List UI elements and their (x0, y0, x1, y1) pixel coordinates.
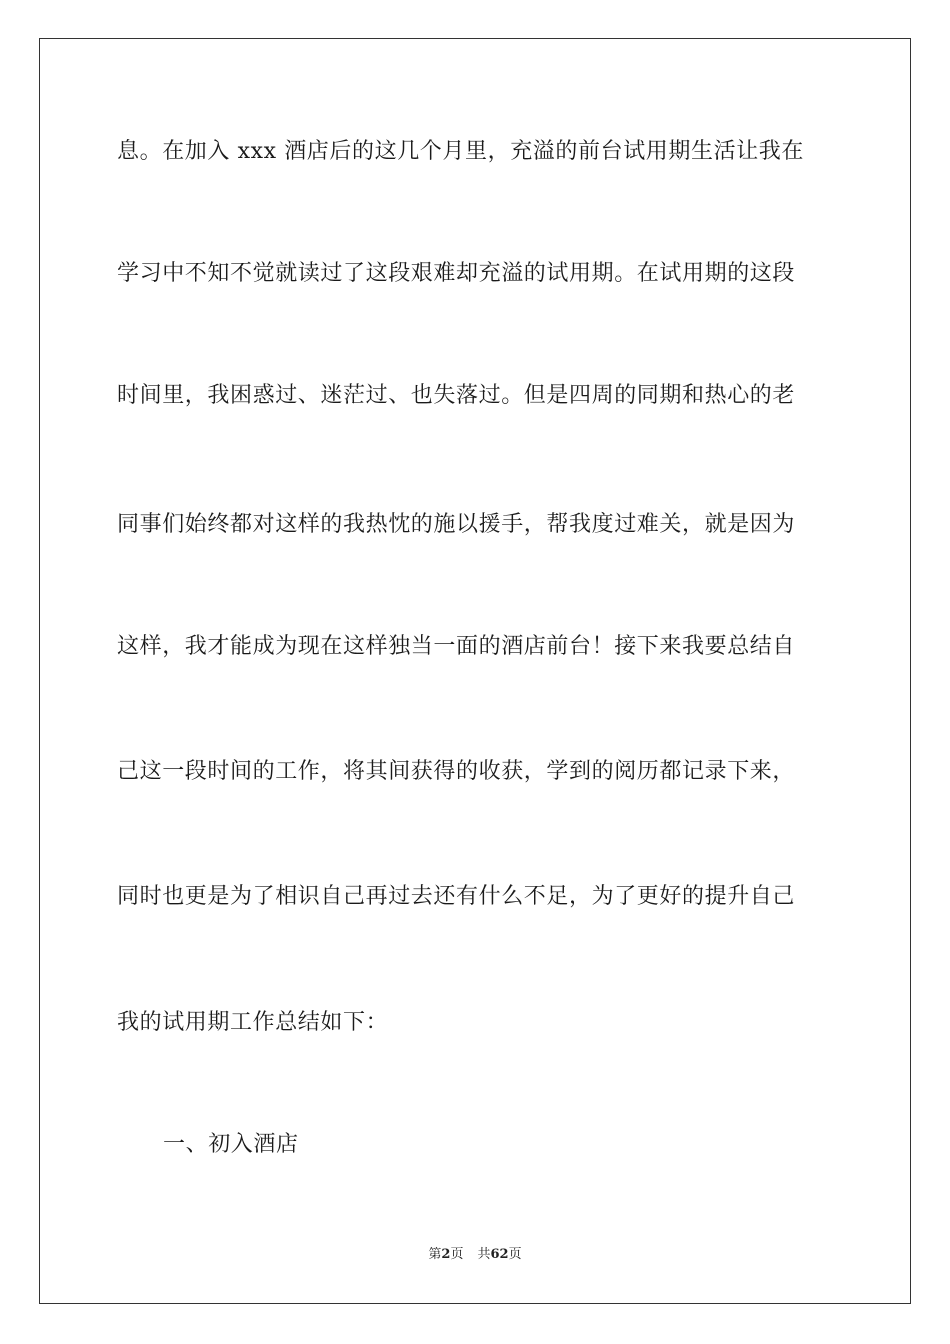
page-footer (0, 1246, 950, 1264)
body-text-line-7: 同时也更是为了相识自己再过去还有什么不足，为了更好的提升自己 (117, 884, 796, 909)
page-border (39, 38, 911, 1304)
body-text-line-8: 我的试用期工作总结如下： (117, 1010, 389, 1035)
body-text-line-3: 时间里，我困惑过、迷茫过、也失落过。但是四周的同期和热心的老 (117, 383, 796, 408)
page-label-prefix: 第 (428, 1247, 442, 1262)
page-number: 2 (441, 1247, 451, 1262)
page-label-suffix: 页 (450, 1247, 464, 1262)
total-label-suffix: 页 (508, 1247, 522, 1262)
body-text-line-5: 这样，我才能成为现在这样独当一面的酒店前台！接下来我要总结自 (117, 634, 796, 659)
body-text-line-4: 同事们始终都对这样的我热忱的施以援手，帮我度过难关，就是因为 (117, 512, 796, 537)
total-label-prefix: 共 (477, 1247, 491, 1262)
body-text-line-6: 己这一段时间的工作，将其间获得的收获，学到的阅历都记录下来， (117, 759, 796, 784)
body-text-line-1: 息。在加入 xxx 酒店后的这几个月里，充溢的前台试用期生活让我在 (117, 139, 805, 164)
body-text-line-2: 学习中不知不觉就读过了这段艰难却充溢的试用期。在试用期的这段 (117, 261, 796, 286)
total-pages: 62 (490, 1247, 509, 1262)
section-heading: 一、初入酒店 (163, 1132, 299, 1157)
